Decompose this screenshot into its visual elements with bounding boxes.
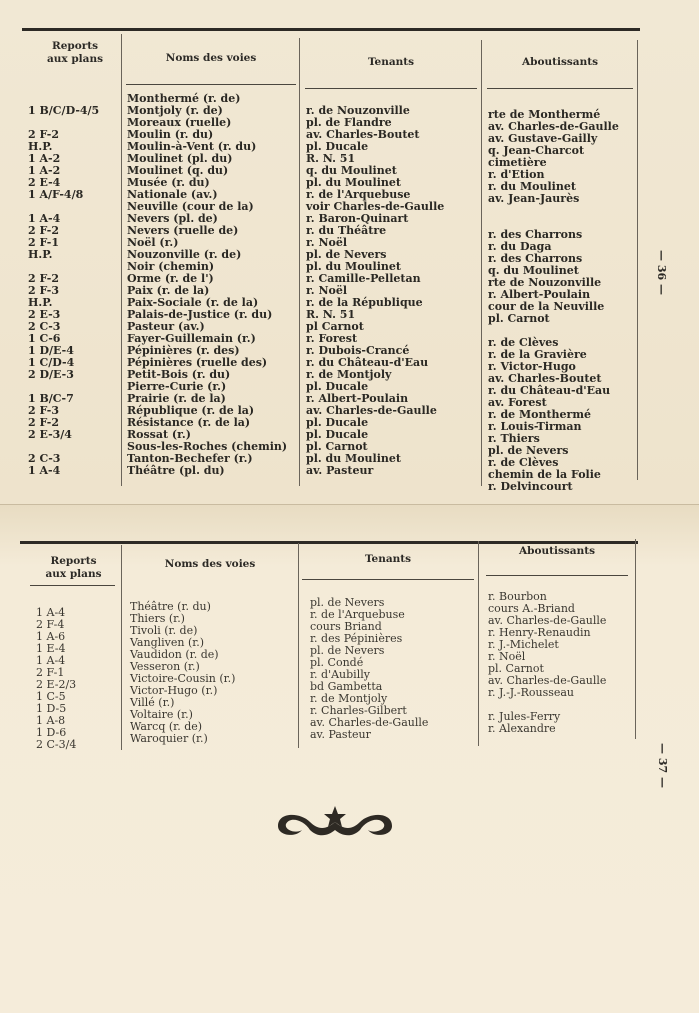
voie-cell: Résistance (r. de la) bbox=[127, 416, 251, 429]
aboutissant-cell: pl. Carnot bbox=[488, 662, 544, 675]
voie-cell: Sous-les-Roches (chemin) bbox=[127, 440, 288, 453]
voie-cell: Pépinières (r. des) bbox=[127, 344, 240, 357]
voie-cell: Pépinières (ruelle des) bbox=[127, 356, 268, 369]
tenant-cell: r. de Montjoly bbox=[310, 692, 388, 705]
tenant-cell: r. Baron-Quinart bbox=[306, 212, 409, 225]
report-cell: 2 E-4 bbox=[28, 176, 61, 189]
aboutissant-cell: cours A.-Briand bbox=[488, 602, 575, 615]
tenant-cell: r. d'Aubilly bbox=[310, 668, 370, 681]
report-cell: 2 C-3/4 bbox=[36, 738, 77, 751]
report-cell: 2 F-1 bbox=[36, 666, 65, 679]
report-cell: 1 A-4 bbox=[28, 464, 61, 477]
tenant-cell: r. Forest bbox=[306, 332, 358, 345]
ornament-icon bbox=[270, 800, 400, 844]
aboutissant-cell: chemin de la Folie bbox=[488, 468, 601, 481]
voie-cell: Orme (r. de l') bbox=[127, 272, 214, 285]
page-number: — 37 — bbox=[656, 743, 669, 788]
aboutissant-cell: rte de Monthermé bbox=[488, 108, 601, 121]
voie-cell: Moulinet (q. du) bbox=[127, 164, 229, 177]
voie-cell: Thiers (r.) bbox=[130, 612, 185, 625]
voie-cell: Moulinet (pl. du) bbox=[127, 152, 233, 165]
report-cell: 1 E-4 bbox=[36, 642, 66, 655]
aboutissant-cell: av. Charles-Boutet bbox=[488, 372, 602, 385]
report-cell: 1 A-4 bbox=[28, 212, 61, 225]
column-divider bbox=[637, 40, 638, 480]
tenant-cell: pl. Ducale bbox=[306, 416, 369, 429]
aboutissant-cell: av. Gustave-Gailly bbox=[488, 132, 598, 145]
tenant-cell: R. N. 51 bbox=[306, 152, 356, 165]
tenant-cell: pl. Condé bbox=[310, 656, 364, 669]
header-voies: Noms des voies bbox=[164, 558, 256, 570]
aboutissant-cell: r. du Daga bbox=[488, 240, 552, 253]
voie-cell: Noir (chemin) bbox=[127, 260, 215, 273]
report-cell: 1 A-2 bbox=[28, 164, 61, 177]
voie-cell: Tivoli (r. de) bbox=[130, 624, 198, 637]
tenant-cell: pl. Ducale bbox=[306, 140, 369, 153]
voie-cell: Tanton-Bechefer (r.) bbox=[127, 452, 253, 465]
header-rule bbox=[302, 579, 474, 580]
tenant-cell: r. de l'Arquebuse bbox=[306, 188, 411, 201]
tenant-cell: pl. du Moulinet bbox=[306, 176, 401, 189]
tenant-cell: r. Noël bbox=[306, 284, 348, 297]
aboutissant-cell: q. Jean-Charcot bbox=[488, 144, 585, 157]
voie-cell: République (r. de la) bbox=[127, 404, 255, 417]
header-aboutissants: Aboutissants bbox=[522, 56, 598, 68]
aboutissant-cell: r. des Charrons bbox=[488, 252, 583, 265]
report-cell: 1 B/C-7 bbox=[28, 392, 74, 405]
tenant-cell: r. Albert-Poulain bbox=[306, 392, 409, 405]
voie-cell: Nationale (av.) bbox=[127, 188, 218, 201]
report-cell: 1 C/D-4 bbox=[28, 356, 75, 369]
top-rule bbox=[20, 541, 638, 544]
tenant-cell: r. Camille-Pelletan bbox=[306, 272, 421, 285]
report-cell: 1 B/C/D-4/5 bbox=[28, 104, 100, 117]
header-rule bbox=[126, 84, 296, 85]
aboutissant-cell: r. de Clèves bbox=[488, 456, 559, 469]
tenant-cell: cours Briand bbox=[310, 620, 382, 633]
tenant-cell: r. de Montjoly bbox=[306, 368, 392, 381]
aboutissant-cell: av. Charles-de-Gaulle bbox=[488, 614, 607, 627]
voie-cell: Nevers (pl. de) bbox=[127, 212, 218, 225]
tenant-cell: av. Charles-Boutet bbox=[306, 128, 420, 141]
tenant-cell: pl Carnot bbox=[306, 320, 364, 333]
tenant-cell: av. Charles-de-Gaulle bbox=[310, 716, 429, 729]
report-cell: H.P. bbox=[28, 248, 53, 261]
report-cell: 1 D-5 bbox=[36, 702, 67, 715]
tenant-cell: pl. du Moulinet bbox=[306, 260, 401, 273]
voie-cell: Vangliven (r.) bbox=[130, 636, 205, 649]
voie-cell: Rossat (r.) bbox=[127, 428, 191, 441]
tenant-cell: av. Pasteur bbox=[306, 464, 374, 477]
report-cell: 2 E-3/4 bbox=[28, 428, 72, 441]
report-cell: 1 A-4 bbox=[36, 654, 66, 667]
voie-cell: Villé (r.) bbox=[130, 696, 175, 709]
column-divider bbox=[635, 539, 636, 739]
aboutissants-column bbox=[488, 591, 606, 735]
page-36 bbox=[0, 0, 699, 505]
tenant-cell: pl. de Nevers bbox=[310, 644, 385, 657]
column-divider bbox=[478, 541, 479, 746]
aboutissant-cell: pl. Carnot bbox=[488, 312, 550, 325]
aboutissant-cell: av. Charles-de-Gaulle bbox=[488, 674, 607, 687]
voie-cell: Moulin-à-Vent (r. du) bbox=[127, 140, 257, 153]
tenant-cell: r. des Pépinières bbox=[310, 632, 403, 645]
report-cell: 2 F-3 bbox=[28, 404, 60, 417]
aboutissant-cell: r. d'Etion bbox=[488, 168, 545, 181]
column-divider bbox=[481, 40, 482, 486]
aboutissant-cell: r. J.-J.-Rousseau bbox=[488, 686, 575, 699]
tenant-cell: pl. de Nevers bbox=[306, 248, 387, 261]
report-cell: 1 A-6 bbox=[36, 630, 66, 643]
tenant-cell: r. Charles-Gilbert bbox=[310, 704, 407, 717]
aboutissant-cell: r. Louis-Tirman bbox=[488, 420, 582, 433]
aboutissant-cell: r. Alexandre bbox=[488, 722, 556, 735]
tenant-cell: voir Charles-de-Gaulle bbox=[306, 200, 445, 213]
tenant-cell: pl. de Nevers bbox=[310, 596, 385, 609]
aboutissant-cell bbox=[488, 205, 619, 217]
tenant-cell: R. N. 51 bbox=[306, 308, 356, 321]
report-cell: 1 D-6 bbox=[36, 726, 67, 739]
report-cell: 2 D/E-3 bbox=[28, 368, 74, 381]
tenants-column bbox=[306, 93, 444, 477]
tenant-cell: q. du Moulinet bbox=[306, 164, 397, 177]
aboutissant-cell: r. Henry-Renaudin bbox=[488, 626, 591, 639]
aboutissant-cell: q. du Moulinet bbox=[488, 264, 579, 277]
report-cell: 2 E-3 bbox=[28, 308, 61, 321]
header-reports: Reports aux plans bbox=[46, 40, 104, 65]
report-cell: 2 F-3 bbox=[28, 284, 60, 297]
report-cell: 2 C-3 bbox=[28, 320, 61, 333]
column-divider bbox=[298, 543, 299, 748]
voie-cell: Nouzonville (r. de) bbox=[127, 248, 242, 261]
tenant-cell: av. Pasteur bbox=[310, 728, 371, 741]
voie-cell: Victor-Hugo (r.) bbox=[130, 684, 218, 697]
header-reports: Reports aux plans bbox=[45, 555, 102, 580]
report-cell: 1 D/E-4 bbox=[28, 344, 74, 357]
header-tenants: Tenants bbox=[367, 56, 415, 68]
voie-cell: Noël (r.) bbox=[127, 236, 179, 249]
voie-cell: Monthermé (r. de) bbox=[127, 92, 241, 105]
voie-cell: Paix (r. de la) bbox=[127, 284, 210, 297]
report-cell: 1 C-6 bbox=[28, 332, 61, 345]
aboutissant-cell: r. de Clèves bbox=[488, 336, 559, 349]
aboutissant-cell: cimetière bbox=[488, 156, 547, 169]
aboutissant-cell: av. Charles-de-Gaulle bbox=[488, 120, 619, 133]
voie-cell: Voltaire (r.) bbox=[130, 708, 193, 721]
voie-cell: Victoire-Cousin (r.) bbox=[130, 672, 236, 685]
voies-column bbox=[127, 93, 287, 477]
aboutissant-cell: av. Forest bbox=[488, 396, 547, 409]
aboutissant-cell: rte de Nouzonville bbox=[488, 276, 602, 289]
tenant-cell: r. Noël bbox=[306, 236, 348, 249]
tenant-cell: r. du Château-d'Eau bbox=[306, 356, 429, 369]
aboutissants-column bbox=[488, 97, 619, 493]
voie-cell: Pasteur (av.) bbox=[127, 320, 205, 333]
report-cell: 2 C-3 bbox=[28, 452, 61, 465]
voie-cell: Petit-Bois (r. du) bbox=[127, 368, 231, 381]
page-37 bbox=[0, 505, 699, 1013]
voie-cell: Waroquier (r.) bbox=[130, 732, 208, 745]
tenant-cell: av. Charles-de-Gaulle bbox=[306, 404, 437, 417]
reports-column bbox=[36, 607, 76, 751]
header-voies: Noms des voies bbox=[165, 52, 257, 64]
report-cell: 2 F-1 bbox=[28, 236, 60, 249]
report-cell: H.P. bbox=[28, 140, 53, 153]
reports-column bbox=[28, 93, 99, 477]
aboutissant-cell: r. J.-Michelet bbox=[488, 638, 559, 651]
tenant-cell: r. de Nouzonville bbox=[306, 104, 410, 117]
voies-column bbox=[130, 601, 235, 745]
voie-cell: Vaudidon (r. de) bbox=[130, 648, 219, 661]
aboutissant-cell: r. Bourbon bbox=[488, 590, 547, 603]
voie-cell: Palais-de-Justice (r. du) bbox=[127, 308, 273, 321]
voie-cell: Vesseron (r.) bbox=[130, 660, 200, 673]
report-cell: 2 F-4 bbox=[36, 618, 65, 631]
column-divider bbox=[121, 34, 122, 486]
aboutissant-cell: r. des Charrons bbox=[488, 228, 583, 241]
voie-cell: Prairie (r. de la) bbox=[127, 392, 226, 405]
voie-cell: Théâtre (r. du) bbox=[130, 600, 211, 613]
tenant-cell: bd Gambetta bbox=[310, 680, 383, 693]
aboutissant-cell: cour de la Neuville bbox=[488, 300, 605, 313]
report-cell: 2 E-2/3 bbox=[36, 678, 77, 691]
aboutissant-cell: av. Jean-Jaurès bbox=[488, 192, 580, 205]
report-cell: 2 F-2 bbox=[28, 416, 60, 429]
tenant-cell: r. de la République bbox=[306, 296, 423, 309]
header-rule bbox=[486, 575, 628, 576]
page-number: — 36 — bbox=[655, 250, 668, 295]
tenant-cell: r. du Théâtre bbox=[306, 224, 387, 237]
aboutissant-cell: r. Delvincourt bbox=[488, 480, 573, 493]
header-rule bbox=[487, 88, 633, 89]
tenants-column bbox=[310, 597, 428, 741]
report-cell: 1 A/F-4/8 bbox=[28, 188, 84, 201]
aboutissant-cell: r. Thiers bbox=[488, 432, 540, 445]
aboutissant-cell: r. du Moulinet bbox=[488, 180, 576, 193]
aboutissant-cell: r. Jules-Ferry bbox=[488, 710, 561, 723]
aboutissant-cell: r. Victor-Hugo bbox=[488, 360, 576, 373]
voie-cell: Montjoly (r. de) bbox=[127, 104, 223, 117]
header-tenants: Tenants bbox=[364, 553, 412, 565]
voie-cell: Paix-Sociale (r. de la) bbox=[127, 296, 259, 309]
tenant-cell: r. Dubois-Crancé bbox=[306, 344, 410, 357]
report-cell: 1 A-8 bbox=[36, 714, 66, 727]
voie-cell: Moulin (r. du) bbox=[127, 128, 214, 141]
aboutissant-cell: r. Albert-Poulain bbox=[488, 288, 591, 301]
tenant-cell: pl. du Moulinet bbox=[306, 452, 401, 465]
header-aboutissants: Aboutissants bbox=[519, 545, 595, 557]
aboutissant-cell: r. de la Gravière bbox=[488, 348, 587, 361]
tenant-cell: r. de l'Arquebuse bbox=[310, 608, 405, 621]
voie-cell: Moreaux (ruelle) bbox=[127, 116, 232, 129]
aboutissant-cell: r. du Château-d'Eau bbox=[488, 384, 611, 397]
voie-cell: Fayer-Guillemain (r.) bbox=[127, 332, 256, 345]
aboutissant-cell: r. de Monthermé bbox=[488, 408, 591, 421]
voie-cell: Théâtre (pl. du) bbox=[127, 464, 225, 477]
tenant-cell: pl. Ducale bbox=[306, 380, 369, 393]
tenant-cell: pl. Ducale bbox=[306, 428, 369, 441]
voie-cell: Pierre-Curie (r.) bbox=[127, 380, 227, 393]
report-cell: 2 F-2 bbox=[28, 128, 60, 141]
column-divider bbox=[121, 545, 122, 750]
voie-cell: Warcq (r. de) bbox=[130, 720, 203, 733]
aboutissant-cell: pl. de Nevers bbox=[488, 444, 569, 457]
aboutissant-cell: r. Noël bbox=[488, 650, 526, 663]
voie-cell: Musée (r. du) bbox=[127, 176, 210, 189]
top-rule bbox=[22, 28, 640, 31]
report-cell: 2 F-2 bbox=[28, 224, 60, 237]
header-rule bbox=[305, 88, 477, 89]
column-divider bbox=[299, 38, 300, 486]
header-rule bbox=[30, 585, 115, 586]
voie-cell: Nevers (ruelle de) bbox=[127, 224, 239, 237]
report-cell: 2 F-2 bbox=[28, 272, 60, 285]
tenant-cell: pl. de Flandre bbox=[306, 116, 392, 129]
report-cell: 1 A-2 bbox=[28, 152, 61, 165]
report-cell: 1 A-4 bbox=[36, 606, 66, 619]
report-cell: H.P. bbox=[28, 296, 53, 309]
voie-cell: Neuville (cour de la) bbox=[127, 200, 254, 213]
report-cell: 1 C-5 bbox=[36, 690, 66, 703]
tenant-cell: pl. Carnot bbox=[306, 440, 368, 453]
